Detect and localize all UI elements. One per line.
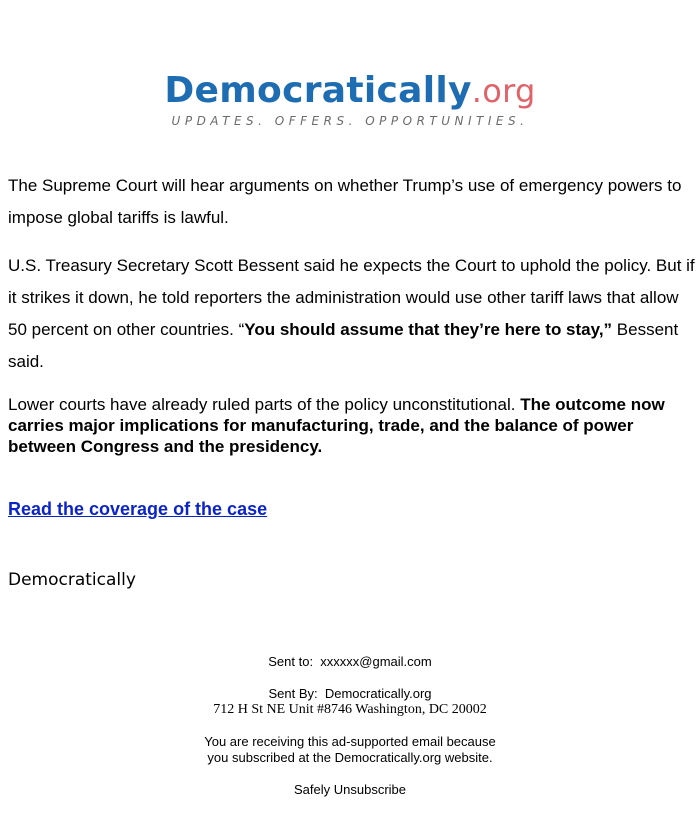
sent-to-line xyxy=(0,654,700,670)
paragraph-bessent-end: Bessent said. xyxy=(8,320,679,371)
notice-line-2: you subscribed at the Democratically.org website. xyxy=(207,750,493,765)
outcome-emphasis: The outcome now carries major implications for manufacturing, trade, and the balance of power between Congress and the presidency. xyxy=(8,395,665,456)
coverage-link[interactable]: Read the coverage of the case xyxy=(8,499,268,519)
sent-to-email: xxxxxx@gmail.com xyxy=(320,654,432,669)
paragraph-bessent xyxy=(8,250,696,378)
paragraph-bessent-text: U.S. Treasury Secretary Scott Bessent said he expects the Court to uphold the policy. But if it strikes it down, he told reporters the administration would use other tariff laws that allow 50 percent on other countries. “ xyxy=(8,256,695,339)
sent-by-label: Sent By: xyxy=(268,686,318,701)
signature: Democratically xyxy=(8,570,136,590)
sent-to-label: Sent to: xyxy=(268,654,314,669)
paragraph-lower-courts xyxy=(8,394,696,457)
logo-tld: .org xyxy=(471,72,536,110)
paragraph-lower-courts-text: Lower courts have already ruled parts of the policy unconstitutional. xyxy=(8,395,521,414)
logo-name: Democratically xyxy=(164,70,472,111)
postal-address: 712 H St NE Unit #8746 Washington, DC 20002 xyxy=(213,702,487,717)
paragraph-intro: The Supreme Court will hear arguments on whether Trump’s use of emergency powers to impose global tariffs is lawful. xyxy=(8,176,682,227)
unsubscribe-link[interactable]: Safely Unsubscribe xyxy=(294,782,406,797)
email-footer xyxy=(0,654,700,798)
logo xyxy=(0,70,700,128)
notice-line-1: You are receiving this ad-supported email because xyxy=(204,734,496,749)
logo-tagline: UPDATES. OFFERS. OPPORTUNITIES. xyxy=(171,114,529,128)
bessent-quote: You should assume that they’re here to stay,” xyxy=(244,320,613,339)
logo-wordmark xyxy=(0,70,700,112)
sent-by-line xyxy=(0,686,700,702)
email-body xyxy=(8,170,696,590)
sent-by-value: Democratically.org xyxy=(324,686,432,701)
